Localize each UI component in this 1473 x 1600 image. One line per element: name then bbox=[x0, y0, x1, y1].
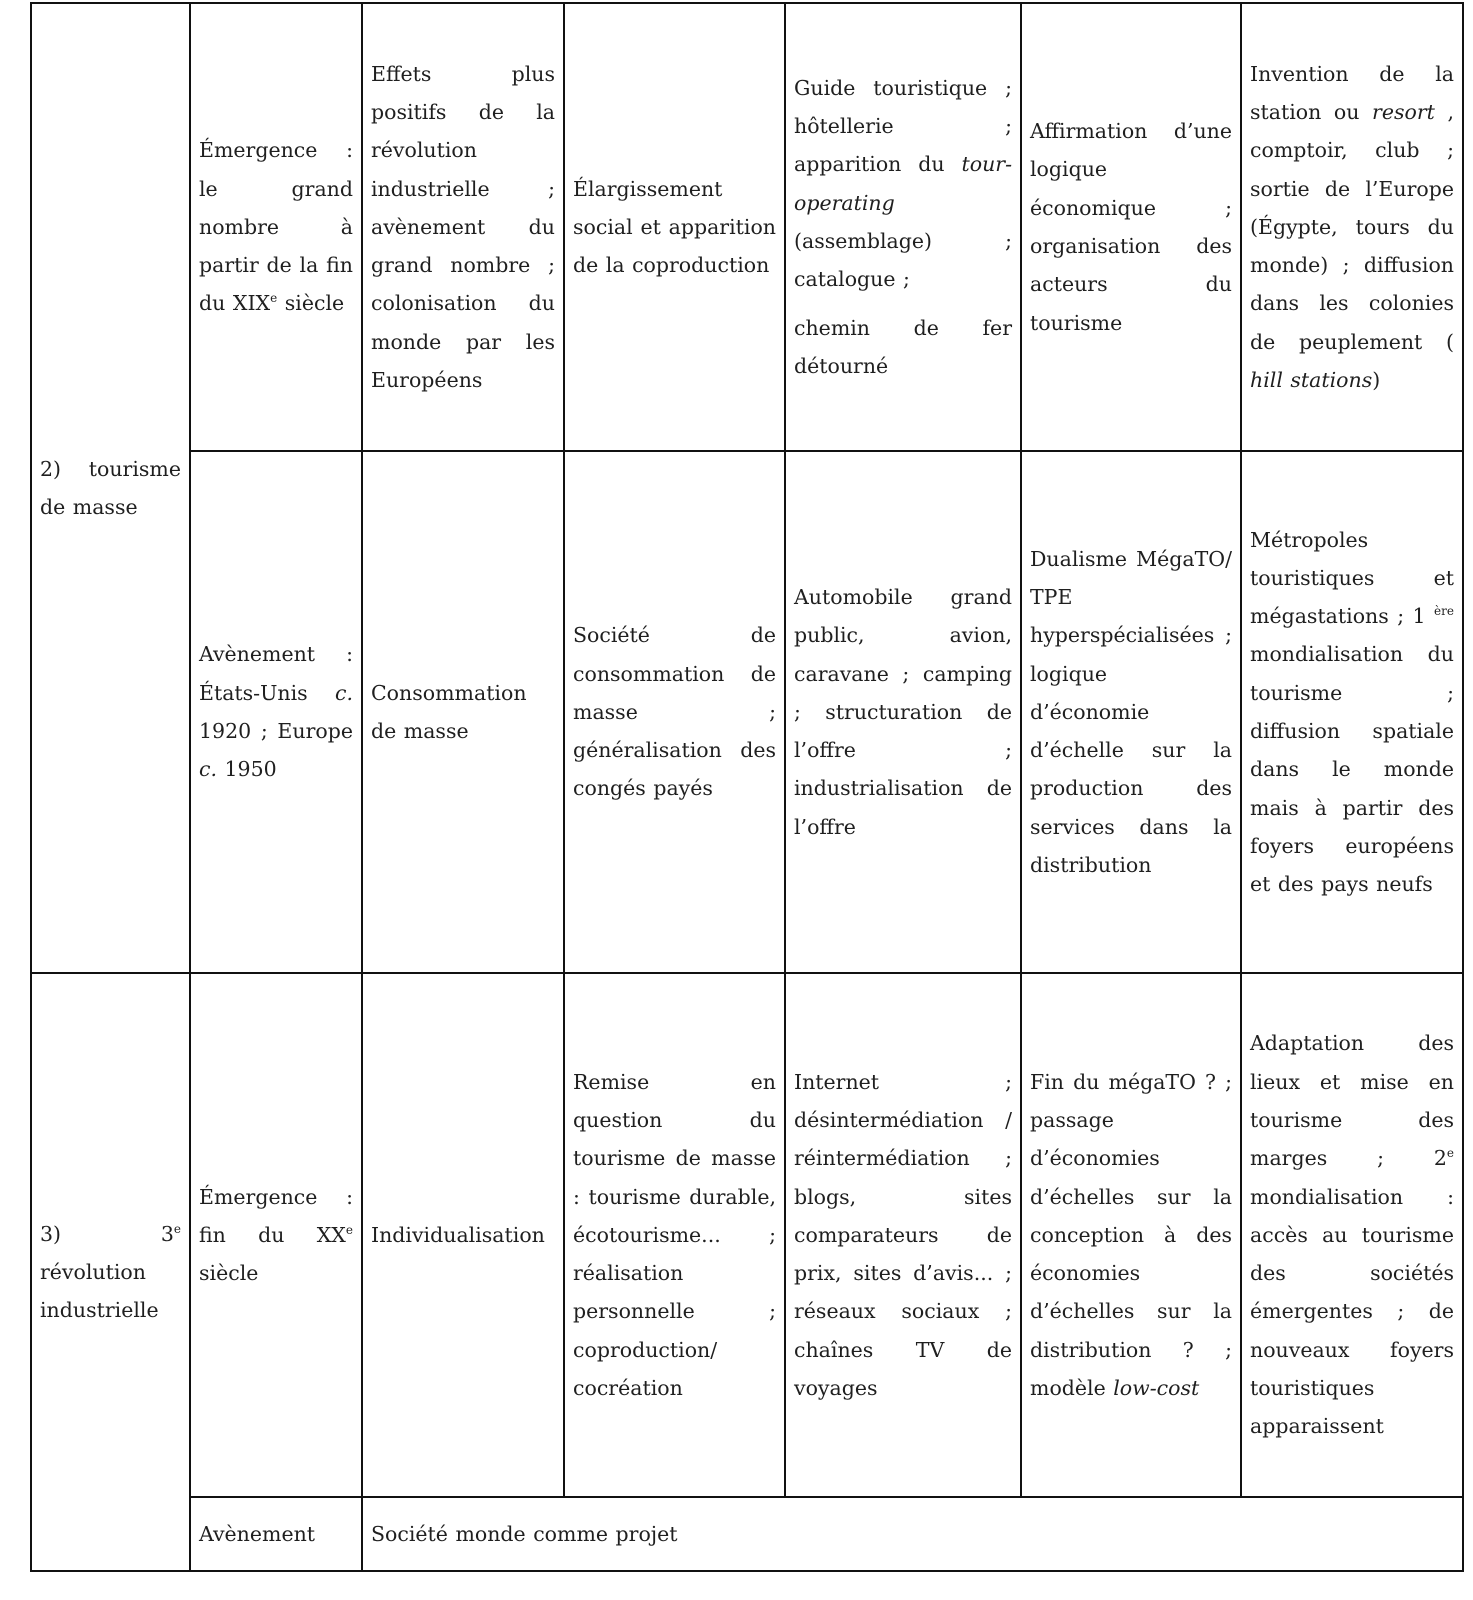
innovations-paragraph: Guide touristique ; hôtellerie ; apparition du tour-operating (assemblage) ; catalogue ; bbox=[794, 75, 1012, 292]
context-cell: Société monde comme projet bbox=[362, 1497, 1463, 1571]
table-row bbox=[31, 973, 1463, 1497]
phase-cell: Avènement : États-Unis c. 1920 ; Europe c. 1950 bbox=[190, 451, 362, 973]
society-cell: Élargissement social et apparition de la coproduction bbox=[564, 3, 785, 451]
places-cell: Adaptation des lieux et mise en tourisme des marges ; 2e mondialisation : accès au tourisme des sociétés émergentes ; de nouveaux foyers touristiques apparaissent bbox=[1241, 973, 1463, 1497]
table-row bbox=[31, 3, 1463, 451]
period-cell: 2) tourisme de masse bbox=[31, 3, 190, 973]
document-page bbox=[30, 2, 1464, 1572]
innovations-cell: Internet ; désintermédiation / réintermédiation ; blogs, sites comparateurs de prix, sites d’avis... ; réseaux sociaux ; chaînes TV de voyages bbox=[785, 973, 1021, 1497]
places-cell: Métropoles touristiques et mégastations ; 1 $^{ère}$ mondialisation du tourisme ; diffusion spatiale dans le monde mais à partir des foyers européens et des pays neufs bbox=[1241, 451, 1463, 973]
period-cell: 3) 3e révolution industrielle bbox=[31, 973, 190, 1571]
tourism-history-table bbox=[30, 2, 1464, 1572]
context-cell: Individualisation bbox=[362, 973, 564, 1497]
phase-cell: Émergence : fin du XXe siècle bbox=[190, 973, 362, 1497]
table-row bbox=[31, 451, 1463, 973]
context-cell: Effets plus positifs de la révolution industrielle ; avènement du grand nombre ; colonisation du monde par les Européens bbox=[362, 3, 564, 451]
economy-cell: Affirmation d’une logique économique ; organisation des acteurs du tourisme bbox=[1021, 3, 1241, 451]
society-cell: Société de consommation de masse ; généralisation des congés payés bbox=[564, 451, 785, 973]
society-cell: Remise en question du tourisme de masse : tourisme durable, écotourisme... ; réalisation personnelle ; coproduction/ cocréation bbox=[564, 973, 785, 1497]
table-row bbox=[31, 1497, 1463, 1571]
places-cell: Invention de la station ou resort , comptoir, club ; sortie de l’Europe (Égypte, tours du monde) ; diffusion dans les colonies de peuplement ( hill stations) bbox=[1241, 3, 1463, 451]
economy-cell: Fin du mégaTO ? ; passage d’économies d’échelles sur la conception à des économies d’échelles sur la distribution ? ; modèle low-cost bbox=[1021, 973, 1241, 1497]
innovations-cell: Automobile grand public, avion, caravane ; camping ; structuration de l’offre ; industrialisation de l’offre bbox=[785, 451, 1021, 973]
context-cell: Consommation de masse bbox=[362, 451, 564, 973]
innovations-paragraph: chemin de fer détourné bbox=[794, 315, 1012, 378]
phase-cell: Émergence : le grand nombre à partir de la fin du XIXe siècle bbox=[190, 3, 362, 451]
economy-cell: Dualisme MégaTO/ TPE hyperspécialisées ; logique d’économie d’échelle sur la production des services dans la distribution bbox=[1021, 451, 1241, 973]
innovations-cell bbox=[785, 3, 1021, 451]
phase-cell: Avènement bbox=[190, 1497, 362, 1571]
